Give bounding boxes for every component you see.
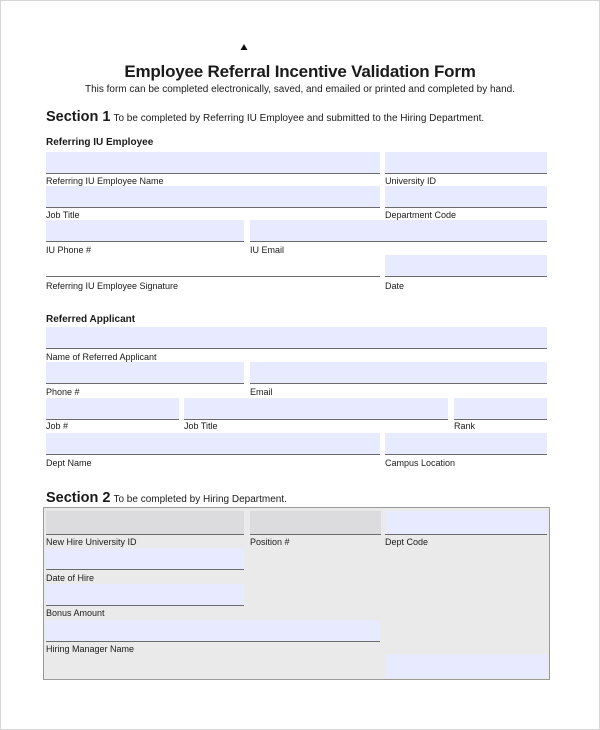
campus-location-label: Campus Location — [385, 458, 456, 468]
hiring-manager-name-label: Hiring Manager Name — [46, 644, 135, 654]
caret-up-icon — [239, 42, 249, 52]
job-title-field[interactable] — [46, 186, 380, 208]
applicant-email-field[interactable] — [250, 362, 547, 384]
dept-code-label: Dept Code — [385, 537, 429, 547]
new-hire-id-field[interactable] — [46, 511, 244, 535]
hiring-manager-extra-field[interactable] — [385, 654, 547, 678]
date-of-hire-field[interactable] — [46, 548, 244, 570]
date-label: Date — [385, 281, 405, 291]
applicant-name-field[interactable] — [46, 327, 547, 349]
job-title-label: Job Title — [46, 210, 80, 220]
section-2-title: Section 2 — [46, 490, 111, 506]
section-1-instruction: To be completed by Referring IU Employee and submitted to the Hiring Department. — [113, 113, 485, 124]
iu-email-field[interactable] — [250, 220, 547, 242]
campus-location-field[interactable] — [385, 433, 547, 455]
referring-employee-group-title: Referring IU Employee — [46, 137, 154, 148]
applicant-phone-label: Phone # — [46, 387, 80, 397]
job-number-label: Job # — [46, 421, 69, 431]
iu-email-label: IU Email — [250, 245, 285, 255]
rank-label: Rank — [454, 421, 476, 431]
hiring-manager-name-field[interactable] — [46, 620, 380, 642]
employee-name-label: Referring IU Employee Name — [46, 176, 164, 186]
iu-phone-field[interactable] — [46, 220, 244, 242]
department-code-label: Department Code — [385, 210, 457, 220]
section-1-title: Section 1 — [46, 109, 111, 125]
department-code-field[interactable] — [385, 186, 547, 208]
applicant-job-title-field[interactable] — [184, 398, 448, 420]
form-subtitle: This form can be completed electronically, saved, and emailed or printed and completed by hand. — [84, 84, 516, 95]
rank-field[interactable] — [454, 398, 547, 420]
bonus-amount-label: Bonus Amount — [46, 608, 105, 618]
referred-applicant-group-title: Referred Applicant — [46, 314, 136, 325]
dept-code-field[interactable] — [385, 511, 547, 535]
new-hire-id-label: New Hire University ID — [46, 537, 137, 547]
section-2-heading — [46, 489, 287, 507]
applicant-name-label: Name of Referred Applicant — [46, 352, 157, 362]
applicant-phone-field[interactable] — [46, 362, 244, 384]
date-of-hire-label: Date of Hire — [46, 573, 95, 583]
job-number-field[interactable] — [46, 398, 179, 420]
position-number-label: Position # — [250, 537, 290, 547]
dept-name-field[interactable] — [46, 433, 380, 455]
position-number-field[interactable] — [250, 511, 381, 535]
section-1-heading — [46, 108, 484, 126]
applicant-job-title-label: Job Title — [184, 421, 218, 431]
iu-phone-label: IU Phone # — [46, 245, 92, 255]
dept-name-label: Dept Name — [46, 458, 92, 468]
university-id-label: University ID — [385, 176, 437, 186]
applicant-email-label: Email — [250, 387, 273, 397]
university-id-field[interactable] — [385, 152, 547, 174]
signature-label: Referring IU Employee Signature — [46, 281, 179, 291]
signature-field[interactable] — [46, 255, 380, 277]
date-field[interactable] — [385, 255, 547, 277]
employee-name-field[interactable] — [46, 152, 380, 174]
bonus-amount-field[interactable] — [46, 584, 244, 606]
form-title: Employee Referral Incentive Validation Form — [124, 62, 476, 81]
section-2-instruction: To be completed by Hiring Department. — [113, 494, 287, 505]
